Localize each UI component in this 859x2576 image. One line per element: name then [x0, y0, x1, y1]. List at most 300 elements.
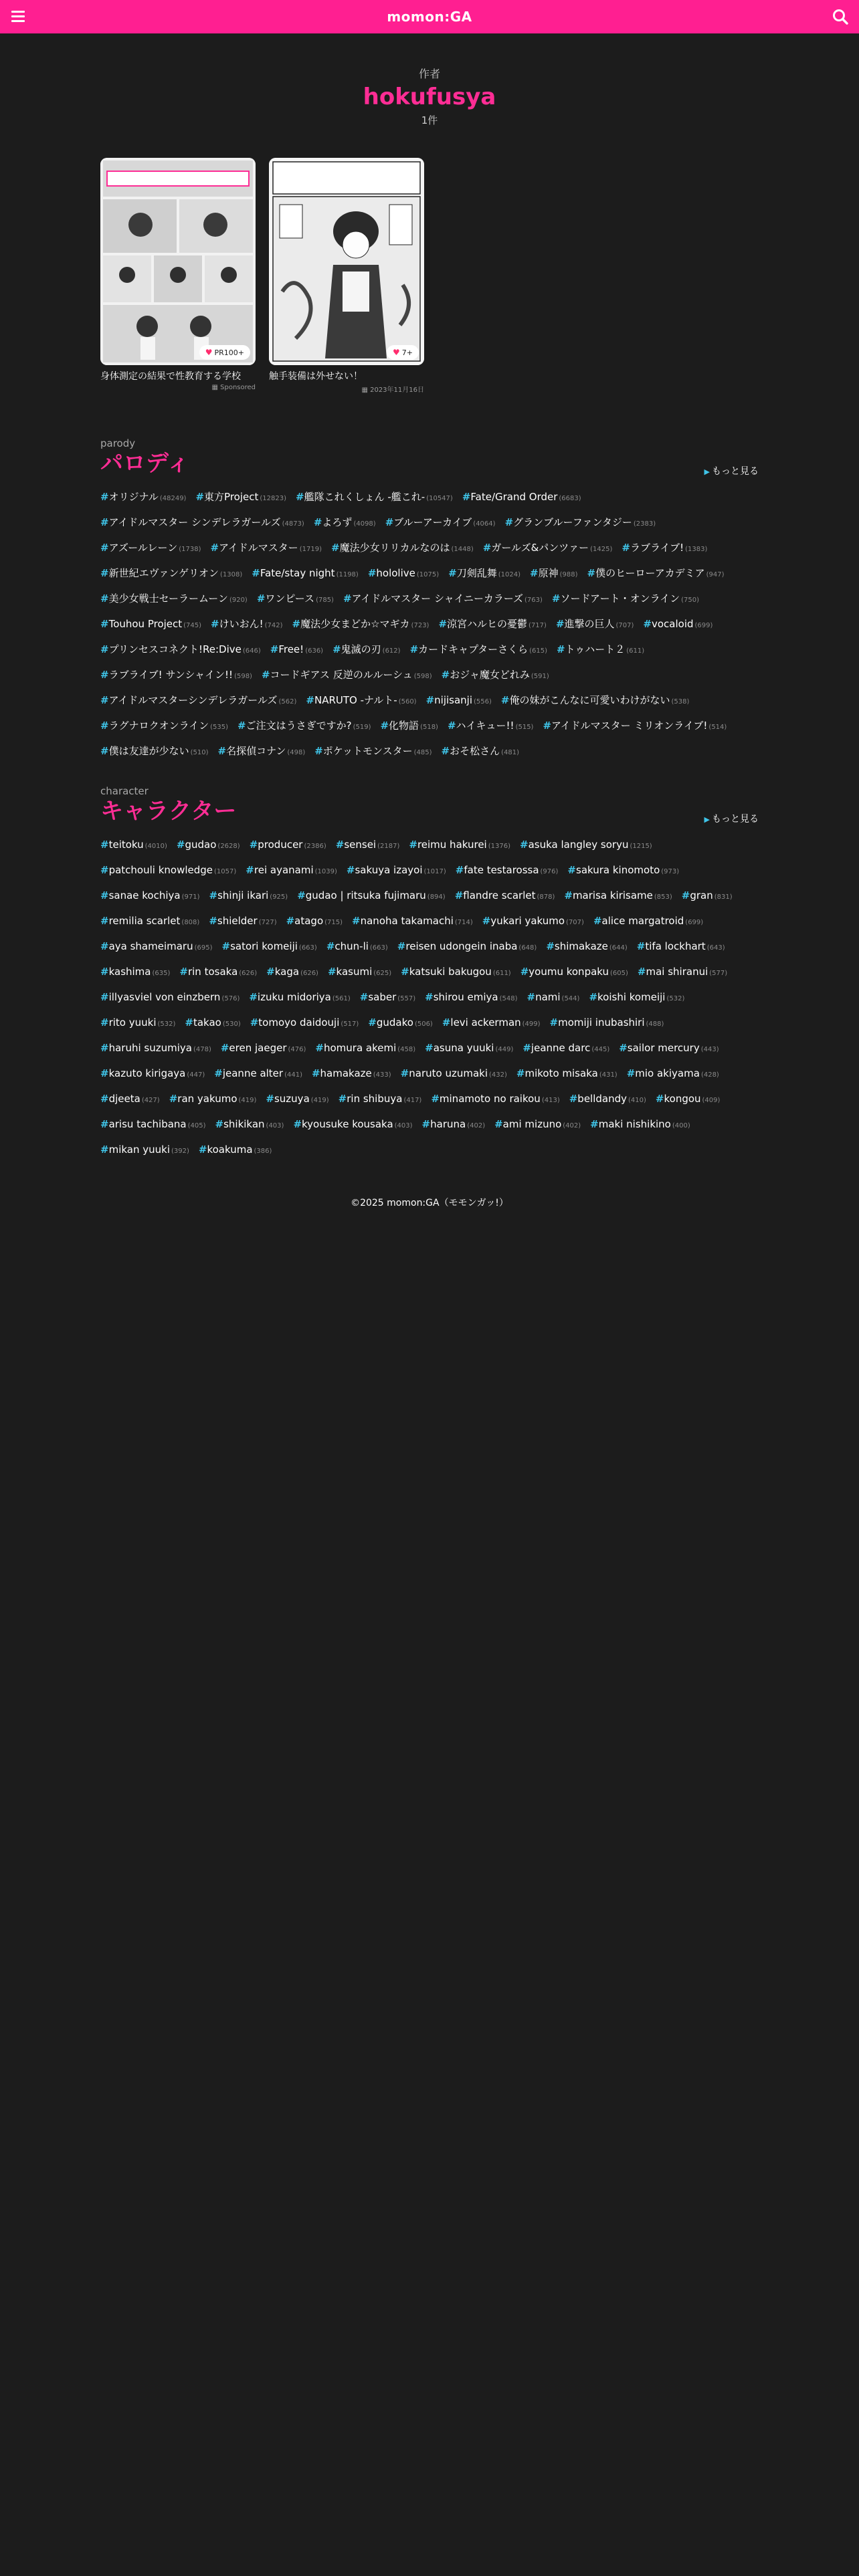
- tag-name: けいおん!: [219, 618, 264, 630]
- calendar-icon: ▦: [361, 387, 368, 394]
- hamburger-icon[interactable]: [9, 8, 27, 25]
- tag-link[interactable]: [347, 857, 446, 883]
- tag-name: 俺の妹がこんなに可愛いわけがない: [509, 694, 670, 706]
- tag-link[interactable]: [516, 1061, 617, 1086]
- tag-name: haruna: [430, 1118, 466, 1130]
- tag-count: (538): [671, 698, 690, 706]
- tag-link[interactable]: [556, 611, 634, 637]
- tag-name: カードキャプターさくら: [418, 643, 529, 655]
- tag-link[interactable]: [326, 934, 388, 959]
- hash-icon: #: [100, 1042, 109, 1054]
- tag-link[interactable]: [409, 832, 510, 857]
- tag-link[interactable]: [638, 959, 727, 984]
- tag-link[interactable]: [237, 713, 371, 738]
- tag-link[interactable]: [100, 959, 170, 984]
- tag-link[interactable]: [530, 560, 577, 586]
- tag-link[interactable]: [100, 1061, 205, 1086]
- tag-name: chun-li: [335, 940, 369, 952]
- tag-link[interactable]: [211, 535, 322, 560]
- hash-icon: #: [590, 1118, 599, 1130]
- tag-link[interactable]: [448, 713, 534, 738]
- tag-name: shinji ikari: [217, 889, 269, 901]
- tag-name: 美少女戦士セーラームーン: [108, 593, 228, 605]
- tag-name: Fate/Grand Order: [470, 491, 558, 503]
- tag-link[interactable]: [455, 883, 555, 908]
- hash-icon: #: [482, 915, 491, 927]
- tag-link[interactable]: [438, 611, 546, 637]
- tag-link[interactable]: [328, 959, 391, 984]
- tag-link[interactable]: [368, 1010, 433, 1035]
- hash-icon: #: [214, 1067, 223, 1079]
- tag-link[interactable]: [252, 560, 359, 586]
- tag-count: (6683): [559, 495, 581, 502]
- tag-link[interactable]: [422, 1111, 486, 1137]
- tag-link[interactable]: [222, 934, 317, 959]
- tag-link[interactable]: [211, 611, 282, 637]
- tag-count: (750): [681, 597, 700, 604]
- hash-icon: #: [249, 839, 258, 851]
- tag-name: Free!: [278, 643, 304, 655]
- tag-link[interactable]: [314, 738, 432, 764]
- tag-link[interactable]: [339, 1086, 422, 1111]
- tag-link[interactable]: [656, 1086, 721, 1111]
- tag-name: rin shibuya: [347, 1093, 403, 1105]
- tag-link[interactable]: [306, 687, 416, 713]
- hash-icon: #: [500, 694, 510, 706]
- tag-link[interactable]: [100, 1035, 211, 1061]
- tag-link[interactable]: [100, 560, 242, 586]
- tag-name: naruto uzumaki: [409, 1067, 488, 1079]
- tag-link[interactable]: [505, 510, 656, 535]
- tag-name: 進撃の巨人: [564, 618, 615, 630]
- hash-icon: #: [454, 889, 464, 901]
- tag-link[interactable]: [100, 484, 186, 510]
- tag-link[interactable]: [100, 713, 228, 738]
- hash-icon: #: [504, 516, 514, 528]
- tag-link[interactable]: [100, 934, 213, 959]
- tag-count: (636): [305, 647, 324, 655]
- hash-icon: #: [100, 1144, 109, 1156]
- author-label: 作者: [418, 68, 440, 80]
- tag-count: (625): [373, 970, 392, 977]
- tag-link[interactable]: [520, 832, 652, 857]
- tag-link[interactable]: [169, 1086, 257, 1111]
- tag-name: よろず: [322, 516, 353, 528]
- tag-link[interactable]: [314, 510, 376, 535]
- tag-link[interactable]: [587, 560, 725, 586]
- tag-name: 僕のヒーローアカデミア: [595, 567, 705, 579]
- hash-icon: #: [249, 991, 258, 1003]
- top-bar: [0, 0, 859, 33]
- tag-count: (1738): [179, 546, 201, 553]
- hash-icon: #: [314, 745, 323, 757]
- hash-icon: #: [447, 720, 456, 732]
- tag-name: flandre scarlet: [463, 889, 536, 901]
- tag-link[interactable]: [199, 1137, 272, 1162]
- tag-link[interactable]: [331, 535, 474, 560]
- tag-link[interactable]: [100, 1010, 175, 1035]
- hash-icon: #: [569, 1093, 578, 1105]
- tag-name: shikikan: [223, 1118, 265, 1130]
- tag-name: aya shameimaru: [108, 940, 193, 952]
- tag-count: (727): [258, 919, 277, 926]
- hash-icon: #: [256, 593, 266, 605]
- hash-icon: #: [549, 1016, 559, 1029]
- tag-count: (1215): [630, 843, 652, 850]
- tag-link[interactable]: [627, 1061, 719, 1086]
- favorite-badge: ♥ 7+: [387, 345, 419, 360]
- tag-link[interactable]: [622, 535, 707, 560]
- tag-count: (2187): [377, 843, 400, 850]
- tag-count: (723): [411, 622, 430, 629]
- tag-link[interactable]: [425, 984, 517, 1010]
- hash-icon: #: [100, 491, 109, 503]
- tag-count: (488): [646, 1021, 664, 1028]
- tag-link[interactable]: [442, 1010, 541, 1035]
- hash-icon: #: [100, 542, 109, 554]
- tag-link[interactable]: [100, 535, 201, 560]
- tag-name: asuka langley soryu: [528, 839, 629, 851]
- hash-icon: #: [425, 991, 434, 1003]
- hash-icon: #: [311, 1067, 320, 1079]
- tag-count: (626): [239, 970, 258, 977]
- tag-count: (643): [706, 944, 725, 952]
- section-subtitle: character: [100, 785, 149, 797]
- search-icon[interactable]: [831, 7, 850, 26]
- tag-link[interactable]: [527, 984, 579, 1010]
- tag-count: (514): [708, 724, 727, 731]
- hash-icon: #: [293, 1118, 302, 1130]
- tag-link[interactable]: [567, 857, 679, 883]
- tag-link[interactable]: [100, 611, 201, 637]
- tag-name: mai shiranui: [646, 966, 708, 978]
- tag-link[interactable]: [209, 908, 276, 934]
- tag-count: (598): [413, 673, 432, 680]
- hash-icon: #: [252, 567, 260, 579]
- tag-name: 化物語: [389, 720, 419, 732]
- tag-link[interactable]: [100, 908, 199, 934]
- tag-link[interactable]: [312, 1061, 391, 1086]
- tag-name: momiji inubashiri: [558, 1016, 645, 1029]
- tag-count: (499): [522, 1021, 541, 1028]
- tag-count: (1383): [685, 546, 708, 553]
- tag-link[interactable]: [246, 857, 337, 883]
- work-card[interactable]: [100, 158, 256, 394]
- tag-link[interactable]: [266, 959, 318, 984]
- hash-icon: #: [185, 1016, 193, 1029]
- tag-name: 東方Project: [204, 491, 259, 503]
- tag-name: 艦隊これくしょん -艦これ-: [304, 491, 425, 503]
- tag-name: トゥハート２: [565, 643, 626, 655]
- tag-count: (544): [561, 995, 580, 1002]
- tag-name: gudao | ritsuka fujimaru: [305, 889, 426, 901]
- tag-name: satori komeiji: [230, 940, 298, 952]
- tag-link[interactable]: [221, 1035, 306, 1061]
- tag-link[interactable]: [448, 560, 520, 586]
- tag-link[interactable]: [397, 934, 537, 959]
- tag-link[interactable]: [179, 959, 257, 984]
- hash-icon: #: [455, 864, 464, 876]
- tag-link[interactable]: [682, 883, 733, 908]
- tag-link[interactable]: [593, 908, 703, 934]
- tag-count: (560): [398, 698, 417, 706]
- tag-link[interactable]: [442, 738, 519, 764]
- tag-link[interactable]: [637, 934, 725, 959]
- work-title[interactable]: 身体測定の結果で性教育する学校: [100, 371, 241, 382]
- tag-link[interactable]: [296, 484, 453, 510]
- tag-link[interactable]: [185, 1010, 240, 1035]
- tag-link[interactable]: [209, 883, 288, 908]
- hash-icon: #: [643, 618, 652, 630]
- tag-count: (644): [609, 944, 628, 952]
- hash-icon: #: [626, 1067, 636, 1079]
- work-title[interactable]: 触手装備は外せない！: [269, 371, 363, 382]
- tag-name: rei ayanami: [254, 864, 314, 876]
- tag-link[interactable]: [262, 662, 432, 687]
- tag-link[interactable]: [214, 1061, 302, 1086]
- author-header: [0, 66, 859, 127]
- tag-link[interactable]: [217, 738, 305, 764]
- tag-name: rin tosaka: [187, 966, 238, 978]
- tag-link[interactable]: [100, 1111, 206, 1137]
- tag-link[interactable]: [215, 1111, 284, 1137]
- tag-name: sakura kinomoto: [576, 864, 660, 876]
- tag-link[interactable]: [380, 713, 438, 738]
- tag-name: vocaloid: [652, 618, 694, 630]
- hash-icon: #: [367, 567, 377, 579]
- tag-link[interactable]: [590, 1111, 690, 1137]
- tag-count: (988): [559, 571, 578, 578]
- hash-icon: #: [246, 864, 254, 876]
- hash-icon: #: [313, 516, 322, 528]
- tag-link[interactable]: [425, 1035, 513, 1061]
- tag-link[interactable]: [257, 586, 334, 611]
- tag-link[interactable]: [557, 637, 644, 662]
- tag-link[interactable]: [456, 857, 559, 883]
- tag-name: 鬼滅の刃: [341, 643, 381, 655]
- tag-link[interactable]: [100, 1086, 160, 1111]
- hash-icon: #: [409, 643, 419, 655]
- tag-count: (925): [270, 893, 288, 901]
- tag-link[interactable]: [100, 883, 200, 908]
- tag-link[interactable]: [100, 738, 208, 764]
- tag-link[interactable]: [100, 857, 236, 883]
- tag-count: (1024): [498, 571, 521, 578]
- tag-name: ワンピース: [265, 593, 315, 605]
- tag-count: (409): [702, 1097, 721, 1104]
- hash-icon: #: [266, 966, 275, 978]
- tag-link[interactable]: [100, 662, 252, 687]
- tag-count: (920): [229, 597, 248, 604]
- tag-link[interactable]: [100, 984, 240, 1010]
- tag-link[interactable]: [292, 611, 430, 637]
- tag-link[interactable]: [410, 637, 547, 662]
- tag-link[interactable]: [494, 1111, 581, 1137]
- tag-link[interactable]: [250, 832, 326, 857]
- tag-link[interactable]: [462, 484, 581, 510]
- tag-count: (515): [515, 724, 534, 731]
- tag-count: (2628): [217, 843, 240, 850]
- tag-link[interactable]: [195, 484, 286, 510]
- more-link[interactable]: ▶ もっと見る: [704, 466, 759, 477]
- tag-count: (663): [298, 944, 317, 952]
- tag-link[interactable]: [100, 586, 248, 611]
- tag-link[interactable]: [293, 1111, 412, 1137]
- tag-name: ami mizuno: [502, 1118, 562, 1130]
- tag-count: (1198): [336, 571, 359, 578]
- tag-link[interactable]: [552, 586, 699, 611]
- tag-name: gudao: [185, 839, 217, 851]
- tag-name: levi ackerman: [450, 1016, 521, 1029]
- tag-name: producer: [258, 839, 303, 851]
- tag-link[interactable]: [569, 1086, 646, 1111]
- tag-link[interactable]: [297, 883, 446, 908]
- tag-link[interactable]: [315, 1035, 415, 1061]
- tag-link[interactable]: [589, 984, 684, 1010]
- tag-count: (785): [316, 597, 334, 604]
- tag-name: tomoyo daidouji: [258, 1016, 340, 1029]
- work-thumbnail[interactable]: [269, 158, 424, 365]
- hash-icon: #: [306, 694, 314, 706]
- tag-link[interactable]: [543, 713, 727, 738]
- tag-name: ポケットモンスター: [322, 745, 413, 757]
- tag-name: アズールレーン: [108, 542, 178, 554]
- tag-link[interactable]: [643, 611, 712, 637]
- heart-icon: ♥: [393, 348, 400, 357]
- hash-icon: #: [100, 839, 109, 851]
- hash-icon: #: [211, 618, 219, 630]
- hash-icon: #: [441, 669, 450, 681]
- hash-icon: #: [546, 940, 555, 952]
- tag-link[interactable]: [177, 832, 240, 857]
- tag-name: ラブライブ! サンシャイン!!: [108, 669, 233, 681]
- tag-link[interactable]: [100, 687, 296, 713]
- tag-link[interactable]: [352, 908, 473, 934]
- work-thumbnail[interactable]: [100, 158, 256, 365]
- hash-icon: #: [522, 1042, 531, 1054]
- tag-link[interactable]: [550, 1010, 664, 1035]
- tag-link[interactable]: [401, 959, 511, 984]
- tag-link[interactable]: [426, 687, 492, 713]
- tag-name: youmu konpaku: [529, 966, 609, 978]
- tag-link[interactable]: [100, 832, 167, 857]
- tag-link[interactable]: [249, 984, 350, 1010]
- tag-name: アイドルマスター シンデレラガールズ: [108, 516, 281, 528]
- tag-name: mio akiyama: [635, 1067, 700, 1079]
- hash-icon: #: [327, 966, 337, 978]
- tag-name: ハイキュー!!: [456, 720, 514, 732]
- work-count: 1件: [421, 114, 438, 126]
- tag-link[interactable]: [270, 637, 323, 662]
- hash-icon: #: [397, 940, 406, 952]
- hash-icon: #: [555, 618, 565, 630]
- hash-icon: #: [209, 915, 217, 927]
- tag-name: 涼宮ハルヒの憂鬱: [447, 618, 528, 630]
- tag-count: (4873): [282, 520, 304, 528]
- tag-link[interactable]: [442, 662, 549, 687]
- tag-link[interactable]: [501, 687, 689, 713]
- tag-link[interactable]: [332, 637, 400, 662]
- tag-link[interactable]: [401, 1061, 507, 1086]
- hash-icon: #: [380, 720, 389, 732]
- tag-link[interactable]: [483, 535, 613, 560]
- tag-count: (1425): [590, 546, 613, 553]
- tag-link[interactable]: [564, 883, 672, 908]
- tag-count: (506): [414, 1021, 433, 1028]
- hash-icon: #: [100, 593, 109, 605]
- tag-link[interactable]: [385, 510, 496, 535]
- tag-link[interactable]: [619, 1035, 719, 1061]
- tag-link[interactable]: [368, 560, 439, 586]
- hash-icon: #: [100, 966, 109, 978]
- tag-link[interactable]: [100, 1137, 189, 1162]
- hash-icon: #: [100, 643, 109, 655]
- more-link[interactable]: ▶ もっと見る: [704, 814, 759, 825]
- tag-count: (561): [332, 995, 351, 1002]
- tag-link[interactable]: [250, 1010, 359, 1035]
- tag-name: 魔法少女まどか☆マギカ: [300, 618, 410, 630]
- tag-count: (808): [181, 919, 200, 926]
- tag-count: (4098): [353, 520, 376, 528]
- tag-link[interactable]: [546, 934, 627, 959]
- tag-link[interactable]: [360, 984, 415, 1010]
- hash-icon: #: [681, 889, 690, 901]
- tag-count: (413): [541, 1097, 560, 1104]
- hash-icon: #: [543, 720, 552, 732]
- tag-name: おジャ魔女どれみ: [450, 669, 530, 681]
- tag-link[interactable]: [520, 959, 628, 984]
- tag-name: ran yakumo: [177, 1093, 237, 1105]
- hash-icon: #: [176, 839, 185, 851]
- tag-link[interactable]: [482, 908, 584, 934]
- hash-icon: #: [100, 940, 109, 952]
- tag-name: nanoha takamachi: [360, 915, 454, 927]
- hash-icon: #: [346, 864, 355, 876]
- favorite-badge: ♥ PR100+: [199, 345, 250, 360]
- hash-icon: #: [551, 593, 561, 605]
- hash-icon: #: [448, 567, 457, 579]
- tag-link[interactable]: [266, 1086, 328, 1111]
- tag-count: (1039): [314, 868, 337, 875]
- tag-count: (973): [661, 868, 680, 875]
- hash-icon: #: [520, 839, 529, 851]
- hash-icon: #: [587, 567, 596, 579]
- hash-icon: #: [286, 915, 295, 927]
- section-subtitle: parody: [100, 437, 136, 449]
- work-card[interactable]: [269, 158, 424, 394]
- tag-link[interactable]: [343, 586, 543, 611]
- tag-name: 新世紀エヴァンゲリオン: [108, 567, 219, 579]
- tag-link[interactable]: [100, 637, 261, 662]
- tag-link[interactable]: [100, 510, 304, 535]
- tag-count: (498): [287, 749, 306, 756]
- tag-name: fate testarossa: [464, 864, 539, 876]
- tag-name: katsuki bakugou: [409, 966, 492, 978]
- hash-icon: #: [100, 720, 109, 732]
- tag-name: おそ松さん: [450, 745, 500, 757]
- tag-link[interactable]: [286, 908, 343, 934]
- tag-link[interactable]: [336, 832, 400, 857]
- tag-count: (763): [524, 597, 543, 604]
- tag-link[interactable]: [522, 1035, 609, 1061]
- tag-link[interactable]: [431, 1086, 559, 1111]
- tag-name: belldandy: [577, 1093, 628, 1105]
- hash-icon: #: [215, 1118, 224, 1130]
- site-logo[interactable]: momon:GA: [387, 9, 472, 25]
- tag-count: (1448): [451, 546, 474, 553]
- tag-name: teitoku: [108, 839, 144, 851]
- tag-count: (402): [563, 1122, 581, 1130]
